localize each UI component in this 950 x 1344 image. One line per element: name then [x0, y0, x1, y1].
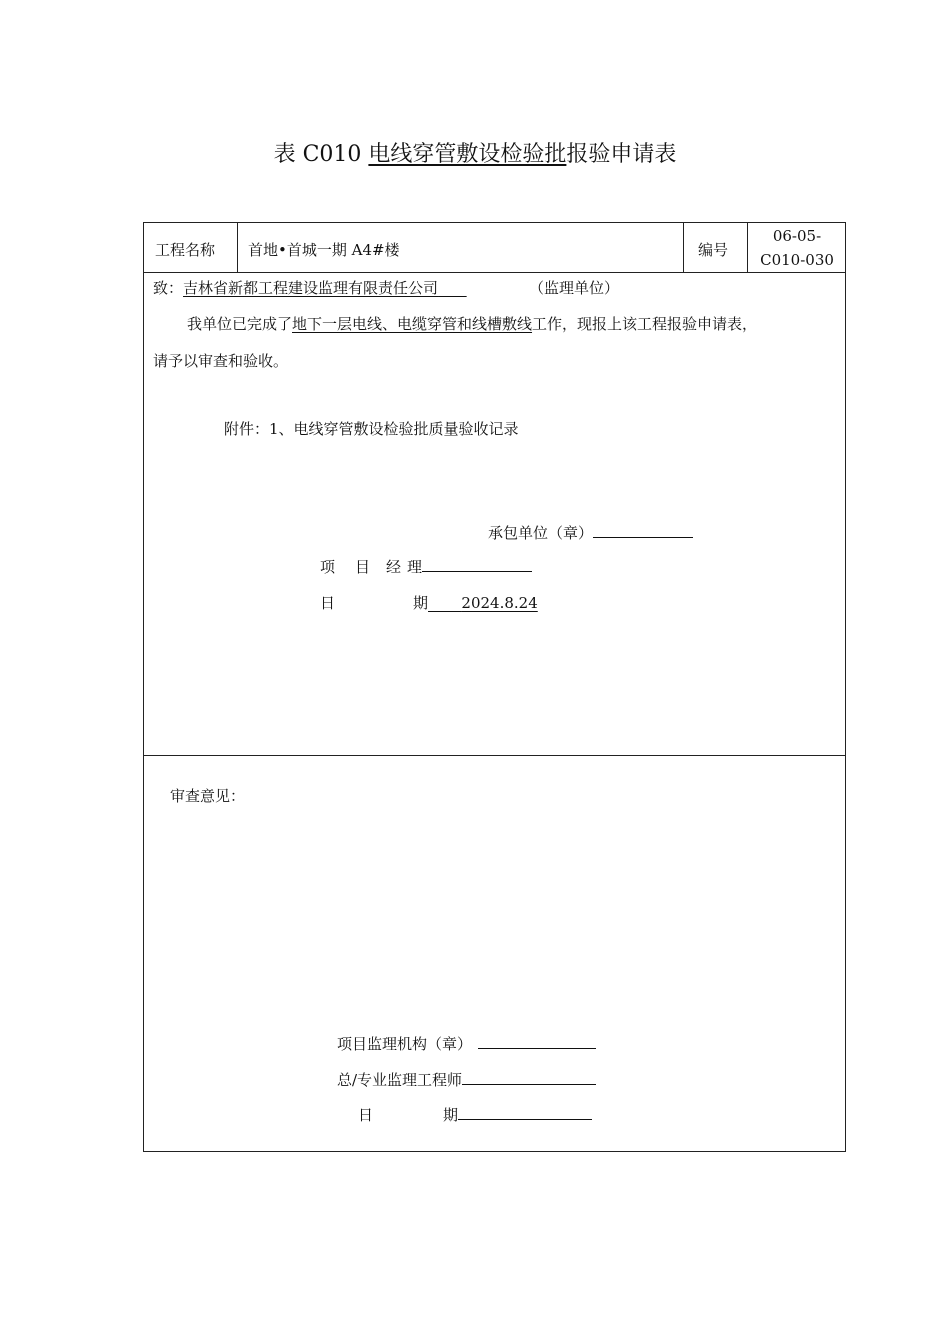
- date-char-2: 期: [413, 594, 429, 612]
- contractor-line: [488, 522, 693, 543]
- supervisor-company: 吉林省新都工程建设监理有限责任公司: [183, 279, 439, 297]
- addressee-line: [153, 277, 467, 298]
- supervising-engineer-blank: [462, 1069, 596, 1085]
- manager-char-4: 理: [407, 558, 423, 576]
- review-opinion-label: 审查意见：: [170, 787, 246, 805]
- date-value: 2024.8.24: [461, 594, 538, 612]
- title-prefix: 表 C010: [273, 142, 369, 167]
- date-char-1: 日: [320, 594, 336, 612]
- project-name-label: 工程名称: [155, 241, 216, 259]
- supervision-org-label: 项目监理机构（章）: [337, 1035, 473, 1053]
- paragraph-line-1: [187, 313, 757, 334]
- date-line: [320, 592, 538, 613]
- to-label: 致：: [153, 279, 184, 297]
- header-col-divider-2: [683, 222, 684, 272]
- manager-char-1: 项: [320, 558, 336, 576]
- supervising-engineer-line: [337, 1069, 596, 1090]
- title-suffix: 报验申请表: [566, 142, 677, 167]
- supervisor-tag: （监理单位）: [529, 279, 620, 297]
- header-row-divider: [143, 272, 846, 273]
- supervising-engineer-label: 总/专业监理工程师: [337, 1071, 463, 1089]
- contractor-label: 承包单位（章）: [488, 524, 594, 542]
- manager-signature-blank: [422, 556, 532, 572]
- review-date-blank: [458, 1104, 592, 1120]
- attachment-line: 附件：1、电线穿管敷设检验批质量验收记录: [224, 420, 519, 438]
- contractor-seal-blank: [593, 522, 693, 538]
- header-col-divider-1: [237, 222, 238, 272]
- work-item: 地下一层电线、电缆穿管和线槽敷线: [292, 315, 533, 333]
- number-value-line1: 06-05-: [772, 227, 822, 245]
- page-title: [0, 137, 950, 168]
- para-suffix: 工作，现报上该工程报验申请表，: [532, 315, 758, 333]
- manager-char-3: 经: [386, 558, 402, 576]
- project-name-value: 首地•首城一期 A4#楼: [248, 241, 400, 259]
- section-divider: [143, 755, 846, 756]
- review-date-char-2: 期: [443, 1106, 459, 1124]
- paragraph-line-2: 请予以审查和验收。: [153, 352, 289, 370]
- review-date-char-1: 日: [358, 1106, 374, 1124]
- number-value-line2: C010-030: [760, 251, 834, 269]
- para-prefix: 我单位已完成了: [187, 315, 293, 333]
- number-label: 编号: [698, 241, 729, 259]
- supervision-org-line: [337, 1033, 596, 1054]
- title-underlined: 电线穿管敷设检验批: [368, 142, 567, 167]
- supervision-org-seal-blank: [478, 1033, 596, 1049]
- project-manager-line: [320, 556, 532, 577]
- review-date-line: [358, 1104, 592, 1125]
- manager-char-2: 目: [355, 558, 371, 576]
